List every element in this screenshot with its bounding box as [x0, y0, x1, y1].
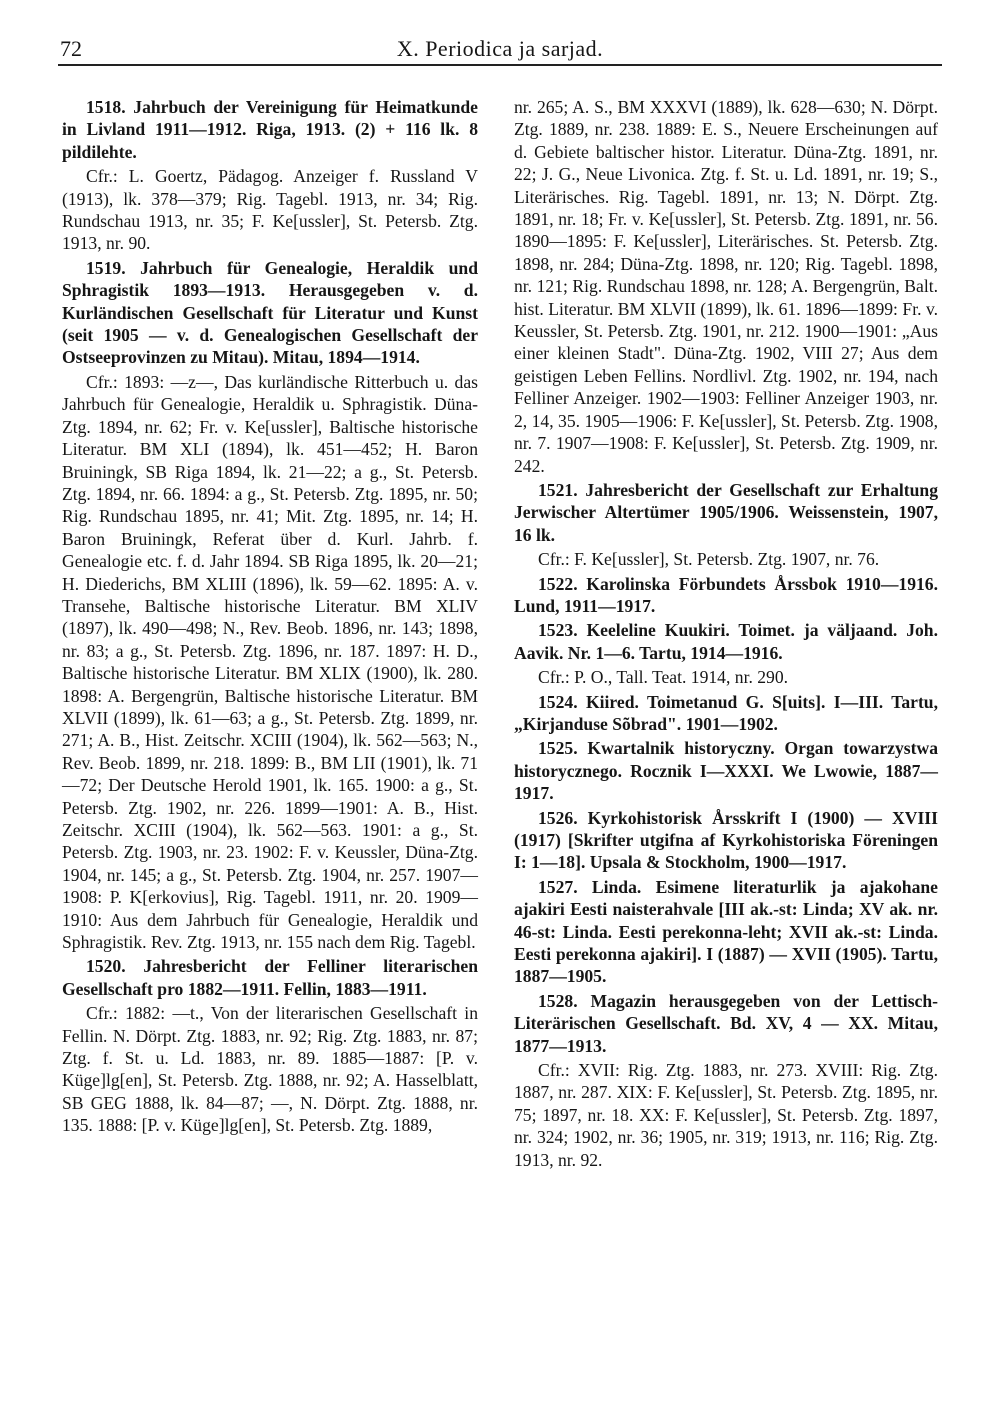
- entry-1527-title: 1527. Linda. Esimene literaturlik ja ajakohane ajakiri Eesti naisterahvale [III ak.-st: Linda; XV ak. nr. 46-st: Linda. Eesti perekonna-leht; XVII ak.-st: Linda. Eesti perekonna ajakiri]. I (1887) — XVII (1905). Tartu, 1887—1905.: [514, 876, 938, 987]
- entry-1525-title: 1525. Kwartalnik historyczny. Organ towarzystwa historycznego. Rocznik I—XXXI. We Lwowie, 1887—1917.: [514, 738, 938, 804]
- right-column: [514, 96, 938, 1173]
- entry-1523-title: 1523. Keeleline Kuukiri. Toimet. ja väljaand. Joh. Aavik. Nr. 1—6. Tartu, 1914—1916.: [514, 620, 938, 663]
- entry-1522-title: 1522. Karolinska Förbundets Årssbok 1910—1916. Lund, 1911—1917.: [514, 573, 938, 616]
- entry-1521-cfr: Cfr.: F. Ke[ussler], St. Petersb. Ztg. 1907, nr. 76.: [538, 549, 880, 570]
- entry-1520-cfr: Cfr.: 1882: —t., Von der literarischen Gesellschaft in Fellin. N. Dörpt. Ztg. 1883, nr. 92; Rig. Ztg. 1883, nr. 87; Ztg. f. St. u. Ld. 1883, nr. 89. 1885—1887: [P. v. Küge]lg[en], St. Petersb. Ztg. 1888, nr. 92; A. Hasselblatt, SB GEG 1888, lk. 84—87; —, N. Dörpt. Ztg. 1888, nr. 135. 1888: [P. v. Küge]lg[en], St. Petersb. Ztg. 1889,: [62, 1003, 478, 1136]
- entry-1520-cfr-continued: nr. 265; A. S., BM XXXVI (1889), lk. 628—630; N. Dörpt. Ztg. 1889, nr. 238. 1889: E. S., Neuere Erscheinungen auf d. Gebiete baltischer histor. Literatur. Düna-Ztg. 1891, nr. 22; J. G., Neue Livonica. Ztg. f. St. u. Ld. 1891, nr. 19; S., Literärisches. Rig. Tagebl. 1891, nr. 13; N. Dörpt. Ztg. 1891, nr. 18; Fr. v. Ke[ussler], St. Petersb. Ztg. 1891, nr. 56. 1890—1895: F. Ke[ussler], Literärisches. St. Petersb. Ztg. 1898, nr. 284; Düna-Ztg. 1898, nr. 120; Rig. Tagebl. 1898, nr. 121; Rig. Rundschau 1898, nr. 128; A. Bergengrün, Balt. hist. Literatur. BM XLVII (1899), lk. 61. 1896—1899: Fr. v. Keussler, St. Petersb. Ztg. 1901, nr. 212. 1900—1901: „Aus einer kleinen Stadt". Düna-Ztg. 1902, VIII 27; Aus dem geistigen Leben Fellins. Nordlivl. Ztg. 1902, nr. 194, nach Felliner Anzeiger. 1902—1903: Felliner Anzeiger 1903, nr. 2, 14, 35. 1905—1906: F. Ke[ussler], St. Petersb. Ztg. 1908, nr. 7. 1907—1908: F. Ke[ussler], St. Petersb. Ztg. 1909, nr. 242.: [514, 97, 938, 476]
- left-column: [62, 96, 478, 1139]
- page-number: 72: [60, 36, 82, 61]
- entry-1523-cfr: Cfr.: P. O., Tall. Teat. 1914, nr. 290.: [538, 667, 789, 688]
- entry-1518-title: 1518. Jahrbuch der Vereinigung für Heimatkunde in Livland 1911—1912. Riga, 1913. (2) + 116 lk. 8 pildilehte.: [62, 97, 478, 162]
- entry-1521-title: 1521. Jahresbericht der Gesellschaft zur Erhaltung Jerwischer Altertümer 1905/1906. Weissenstein, 1907, 16 lk.: [514, 479, 938, 545]
- entry-1528-title: 1528. Magazin herausgegeben von der Lettisch-Literärischen Gesellschaft. Bd. XV, 4 — XX. Mitau, 1877—1913.: [514, 990, 938, 1056]
- entry-1520-title: 1520. Jahresbericht der Felliner literarischen Gesellschaft pro 1882—1911. Fellin, 1883—1911.: [62, 956, 478, 999]
- entry-1526-title: 1526. Kyrkohistorisk Årsskrift I (1900) — XVIII (1917) [Skrifter utgifna af Kyrkohistoriska Föreningen I: 1—18]. Upsala & Stockholm, 1900—1917.: [514, 807, 938, 873]
- entry-1524-title: 1524. Kiired. Toimetanud G. S[uits]. I—III. Tartu, „Kirjanduse Sõbrad". 1901—1902.: [514, 691, 938, 734]
- entry-1519-cfr: Cfr.: 1893: —z—, Das kurländische Ritterbuch u. das Jahrbuch für Genealogie, Heraldik u. Sphragistik. Düna-Ztg. 1894, nr. 62; Fr. v. Ke[ussler], Baltische historische Literatur. BM XLI (1894), lk. 451—452; H. Baron Bruiningk, SB Riga 1894, lk. 21—22; a g., St. Petersb. Ztg. 1894, nr. 66. 1894: a g., St. Petersb. Ztg. 1895, nr. 50; Rig. Rundschau 1895, nr. 41; Mit. Ztg. 1895, nr. 14; H. Baron Bruiningk, Referat über d. Kurl. Jahrb. f. Genealogie etc. f. d. Jahr 1894. SB Riga 1895, lk. 20—21; H. Diederichs, BM XLIII (1896), lk. 59—62. 1895: A. v. Transehe, Baltische historische Literatur. BM XLIV (1897), lk. 490—498; N., Rev. Beob. 1896, nr. 143; 1898, nr. 83; a g., St. Petersb. Ztg. 1896, nr. 187. 1897: H. D., Baltische historische Literatur. BM XLIX (1900), lk. 280. 1898: A. Bergengrün, Baltische historische Literatur. BM XLVII (1899), lk. 61—63; a g., St. Petersb. Ztg. 1899, nr. 271; A. B., Hist. Zeitschr. XCIII (1904), lk. 562—563; N., Rev. Beob. 1899, nr. 218. 1899: B., BM LII (1901), lk. 71—72; Der Deutsche Herold 1901, lk. 165. 1900: a g., St. Petersb. Ztg. 1902, nr. 226. 1899—1901: A. B., Hist. Zeitschr. XCIII (1904), lk. 562—563. 1901: a g., St. Petersb. Ztg. 1903, nr. 23. 1902: F. v. Keussler, Düna-Ztg. 1904, nr. 145; a g., St. Petersb. Ztg. 1904, nr. 257. 1907—1908: P. K[erkovius], Rig. Tagebl. 1911, nr. 20. 1909—1910: Aus dem Jahrbuch für Genealogie, Heraldik und Sphragistik. Rev. Ztg. 1913, nr. 155 nach dem Rig. Tagebl.: [62, 371, 478, 953]
- entry-1528-cfr: Cfr.: XVII: Rig. Ztg. 1883, nr. 273. XVIII: Rig. Ztg. 1887, nr. 287. XIX: F. Ke[ussler], St. Petersb. Ztg. 1895, nr. 75; 1897, nr. 18. XX: F. Ke[ussler], St. Petersb. Ztg. 1897, nr. 324; 1902, nr. 36; 1905, nr. 319; 1913, nr. 116; Rig. Ztg. 1913, nr. 92.: [514, 1060, 938, 1170]
- entry-1518-cfr: Cfr.: L. Goertz, Pädagog. Anzeiger f. Russland V (1913), lk. 378—379; Rig. Tagebl. 1913, nr. 34; Rig. Rundschau 1913, nr. 35; F. Ke[ussler], St. Petersb. Ztg. 1913, nr. 90.: [62, 166, 478, 254]
- chapter-title: X. Periodica ja sarjad.: [396, 36, 604, 61]
- entry-1519-title: 1519. Jahrbuch für Genealogie, Heraldik und Sphragistik 1893—1913. Herausgegeben v. d. Kurländischen Gesellschaft für Literatur und Kunst (seit 1905 — v. d. Genealogischen Gesellschaft der Ostseeprovinzen zu Mitau). Mitau, 1894—1914.: [62, 257, 478, 368]
- running-header: [58, 28, 942, 66]
